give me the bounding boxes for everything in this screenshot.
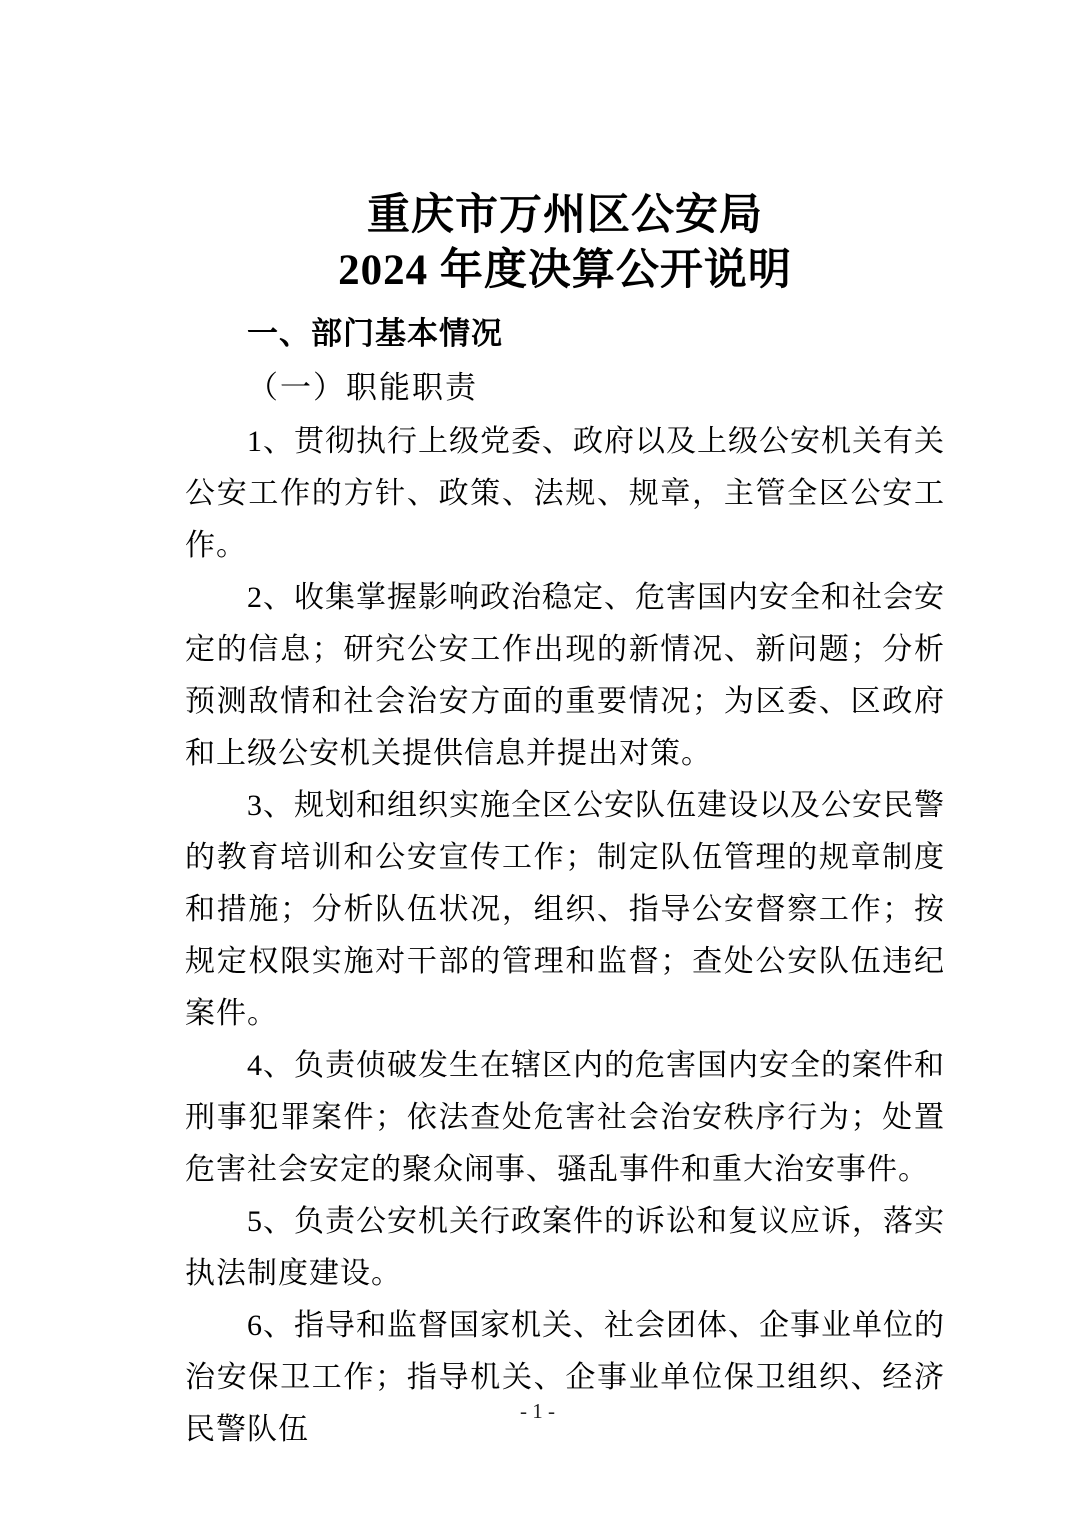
paragraph-4: 4、负责侦破发生在辖区内的危害国内安全的案件和刑事犯罪案件；依法查处危害社会治安秩序行为；处置危害社会安定的聚众闹事、骚乱事件和重大治安事件。: [185, 1049, 945, 1186]
paragraph-1: 1、贯彻执行上级党委、政府以及上级公安机关有关公安工作的方针、政策、法规、规章，主管全区公安工作。: [185, 425, 945, 562]
paragraph-3: 3、规划和组织实施全区公安队伍建设以及公安民警的教育培训和公安宣传工作；制定队伍管理的规章制度和措施；分析队伍状况，组织、指导公安督察工作；按规定权限实施对干部的管理和监督；查处公安队伍违纪案件。: [185, 789, 945, 1030]
paragraph-5: 5、负责公安机关行政案件的诉讼和复议应诉，落实执法制度建设。: [185, 1205, 945, 1290]
title-line-2: 2024 年度决算公开说明: [338, 247, 792, 294]
paragraph-2: 2、收集掌握影响政治稳定、危害国内安全和社会安定的信息；研究公安工作出现的新情况、新问题；分析预测敌情和社会治安方面的重要情况；为区委、区政府和上级公安机关提供信息并提出对策。: [185, 581, 945, 770]
page-footer: [0, 1396, 1075, 1426]
paragraph-6: 6、指导和监督国家机关、社会团体、企事业单位的治安保卫工作；指导机关、企事业单位保卫组织、经济民警队伍: [185, 1309, 945, 1446]
section-heading-basic-situation: 一、部门基本情况: [247, 316, 503, 351]
title-line-1: 重庆市万州区公安局: [367, 192, 763, 239]
subsection-heading-functions: （一）职能职责: [247, 370, 478, 405]
document-title: [185, 188, 945, 298]
document-content: [185, 188, 945, 1456]
page-number: - 1 -: [520, 1399, 555, 1423]
